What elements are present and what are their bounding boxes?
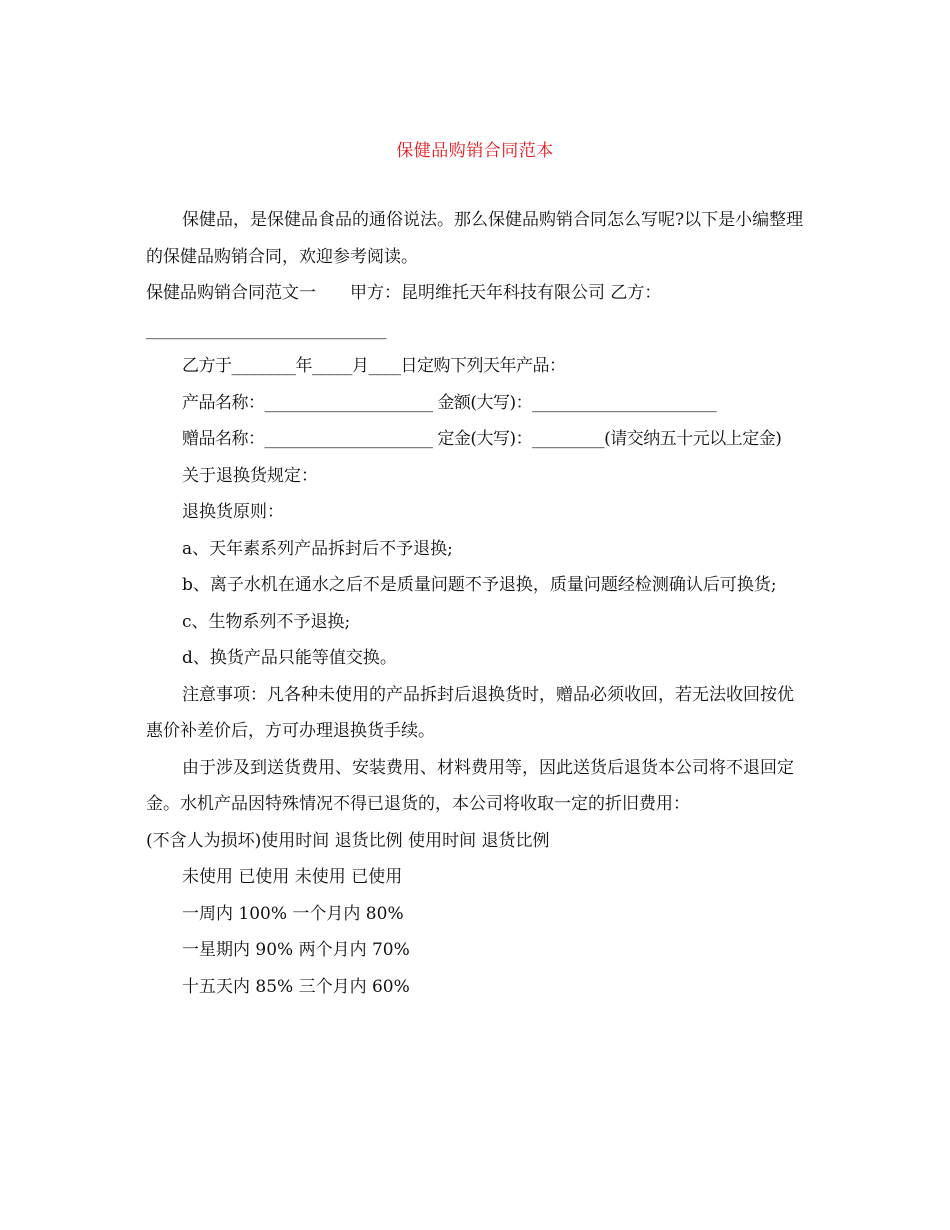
rule-c: c、生物系列不予退换; <box>182 611 351 632</box>
rule-d: d、换货产品只能等值交换。 <box>182 648 397 668</box>
product-line: 产品名称：_____________________ 金额(大写)：_______________________ <box>182 392 717 413</box>
document-title: 保健品购销合同范本 <box>396 141 554 161</box>
return-principle-heading: 退换货原则： <box>182 502 284 522</box>
rule-a: a、天年素系列产品拆封后不予退换; <box>182 538 453 559</box>
notice-paragraph: 注意事项：凡各种未使用的产品拆封后退换货时，赠品必须收回，若无法收回按优惠价补差价后，方可办理退换货手续。 <box>146 684 794 741</box>
order-line: 乙方于________年_____月____日定购下列天年产品： <box>182 356 566 376</box>
party-line: 保健品购销合同范文一 甲方：昆明维托天年科技有限公司 乙方： <box>146 283 662 303</box>
table-header: (不含人为损坏)使用时间 退货比例 使用时间 退货比例 <box>146 830 550 851</box>
return-rules-heading: 关于退换货规定： <box>182 465 318 486</box>
gift-line: 赠品名称：_____________________ 定金(大写)：_________(请交纳五十元以上定金) <box>182 429 782 449</box>
table-row: 十五天内 85% 三个月内 60% <box>182 976 410 997</box>
document-body <box>146 202 810 1005</box>
rule-b: b、离子水机在通水之后不是质量问题不予退换，质量问题经检测确认后可换货; <box>182 575 777 595</box>
party-b-blank: ______________________________ <box>146 319 386 340</box>
intro-paragraph: 保健品，是保健品食品的通俗说法。那么保健品购销合同怎么写呢?以下是小编整理的保健品购销合同，欢迎参考阅读。 <box>146 210 804 267</box>
table-row: 一星期内 90% 两个月内 70% <box>182 940 410 960</box>
fee-paragraph: 由于涉及到送货费用、安装费用、材料费用等，因此送货后退货本公司将不退回定金。水机产品因特殊情况不得已退货的，本公司将收取一定的折旧费用： <box>146 757 794 814</box>
table-row: 未使用 已使用 未使用 已使用 <box>182 867 403 887</box>
table-row: 一周内 100% 一个月内 80% <box>182 903 404 924</box>
